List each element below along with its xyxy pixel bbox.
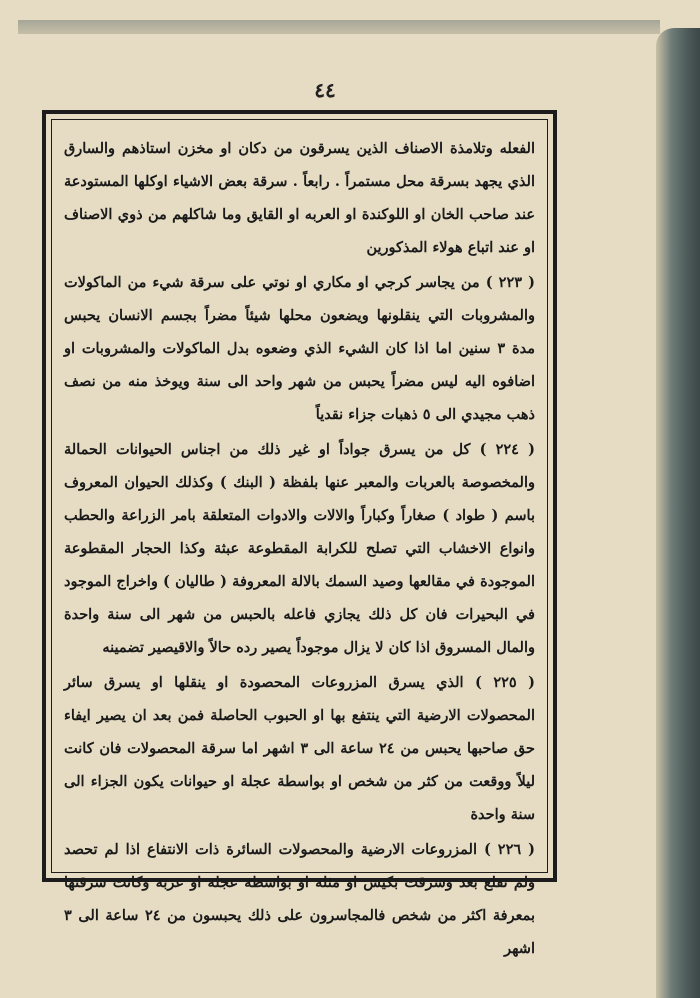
page-number: ٤٤ xyxy=(314,78,336,102)
article-223: ( ٢٢٣ ) من يجاسر كرجي او مكاري او نوتي على سرقة شيء من الماكولات والمشروبات التي ينقلونها ويضعون محلها شيئاً مضراً بجسم الانسان يحبس مدة ٣ سنين اما اذا كان الشيء الذي وضعوه بدل الماكولات والمشروبات او اضافوه اليه ليس مضراً يحبس من شهر واحد الى سنة ويوخذ منه من نصف ذهب مجيدي الى ٥ ذهبات جزاء نقدياً xyxy=(64,274,535,423)
article-226: ( ٢٢٦ ) المزروعات الارضية والمحصولات السائرة ذات الانتفاع اذا لم تحصد ولم تقلع بعد وسرقت بكيس او مثله او بواسطة عجلة او عربة وكانت سرقتها بمعرفة اكثر من شخص فالمجاسرون على ذلك يحبسون من ٢٤ ساعة الى ٣ اشهر xyxy=(64,841,535,957)
page-body xyxy=(64,132,535,967)
paragraph: الفعله وتلامذة الاصناف الذين يسرقون من دكان او مخزن استاذهم والسارق الذي يجهد بسرقة محل مستمراً . رابعاً . سرقة بعض الاشياء اوكلها المستودعة عند صاحب الخان او اللوكندة او العربه او القايق وما شاكلهم من ذوي الاصناف او عند اتباع هولاء المذكورين xyxy=(64,140,535,256)
article-224: ( ٢٢٤ ) كل من يسرق جواداً او غير ذلك من اجناس الحيوانات الحمالة والمخصوصة بالعربات والمعبر عنها بلفظة ( البنك ) وكذلك الحيوان المعروف باسم ( طواد ) صغاراً وكباراً والالات والادوات المتعلقة بامر الزراعة والحطب وانواع الاخشاب التي تصلح للكرابة المقطوعة عبثة وكذا الحجار المقطوعة الموجودة في مقالعها وصيد السمك بالالة المعروفة ( طاليان ) واخراج الموجود في البحيرات فان كل ذلك يجازي فاعله بالحبس من شهر الى سنة واحدة والمال المسروق اذا كان لا يزال موجوداً يصير رده حالاً والاقيصير تضمينه xyxy=(64,441,536,656)
book-binding-edge xyxy=(656,28,700,998)
text-frame xyxy=(42,110,557,957)
page-top-edge xyxy=(18,20,660,34)
article-225: ( ٢٢٥ ) الذي يسرق المزروعات المحصودة او ينقلها او يسرق سائر المحصولات الارضية التي ينتفع بها او الحبوب الحاصلة فمن بعد ان يصير ايفاء حق صاحبها يحبس من ٢٤ ساعة الى ٣ اشهر اما سرقة المحصولات فان كانت ليلاً ووقعت من كثر من شخص او بواسطة عجلة او حيوانات يكون الجزاء الى سنة واحدة xyxy=(64,674,535,823)
